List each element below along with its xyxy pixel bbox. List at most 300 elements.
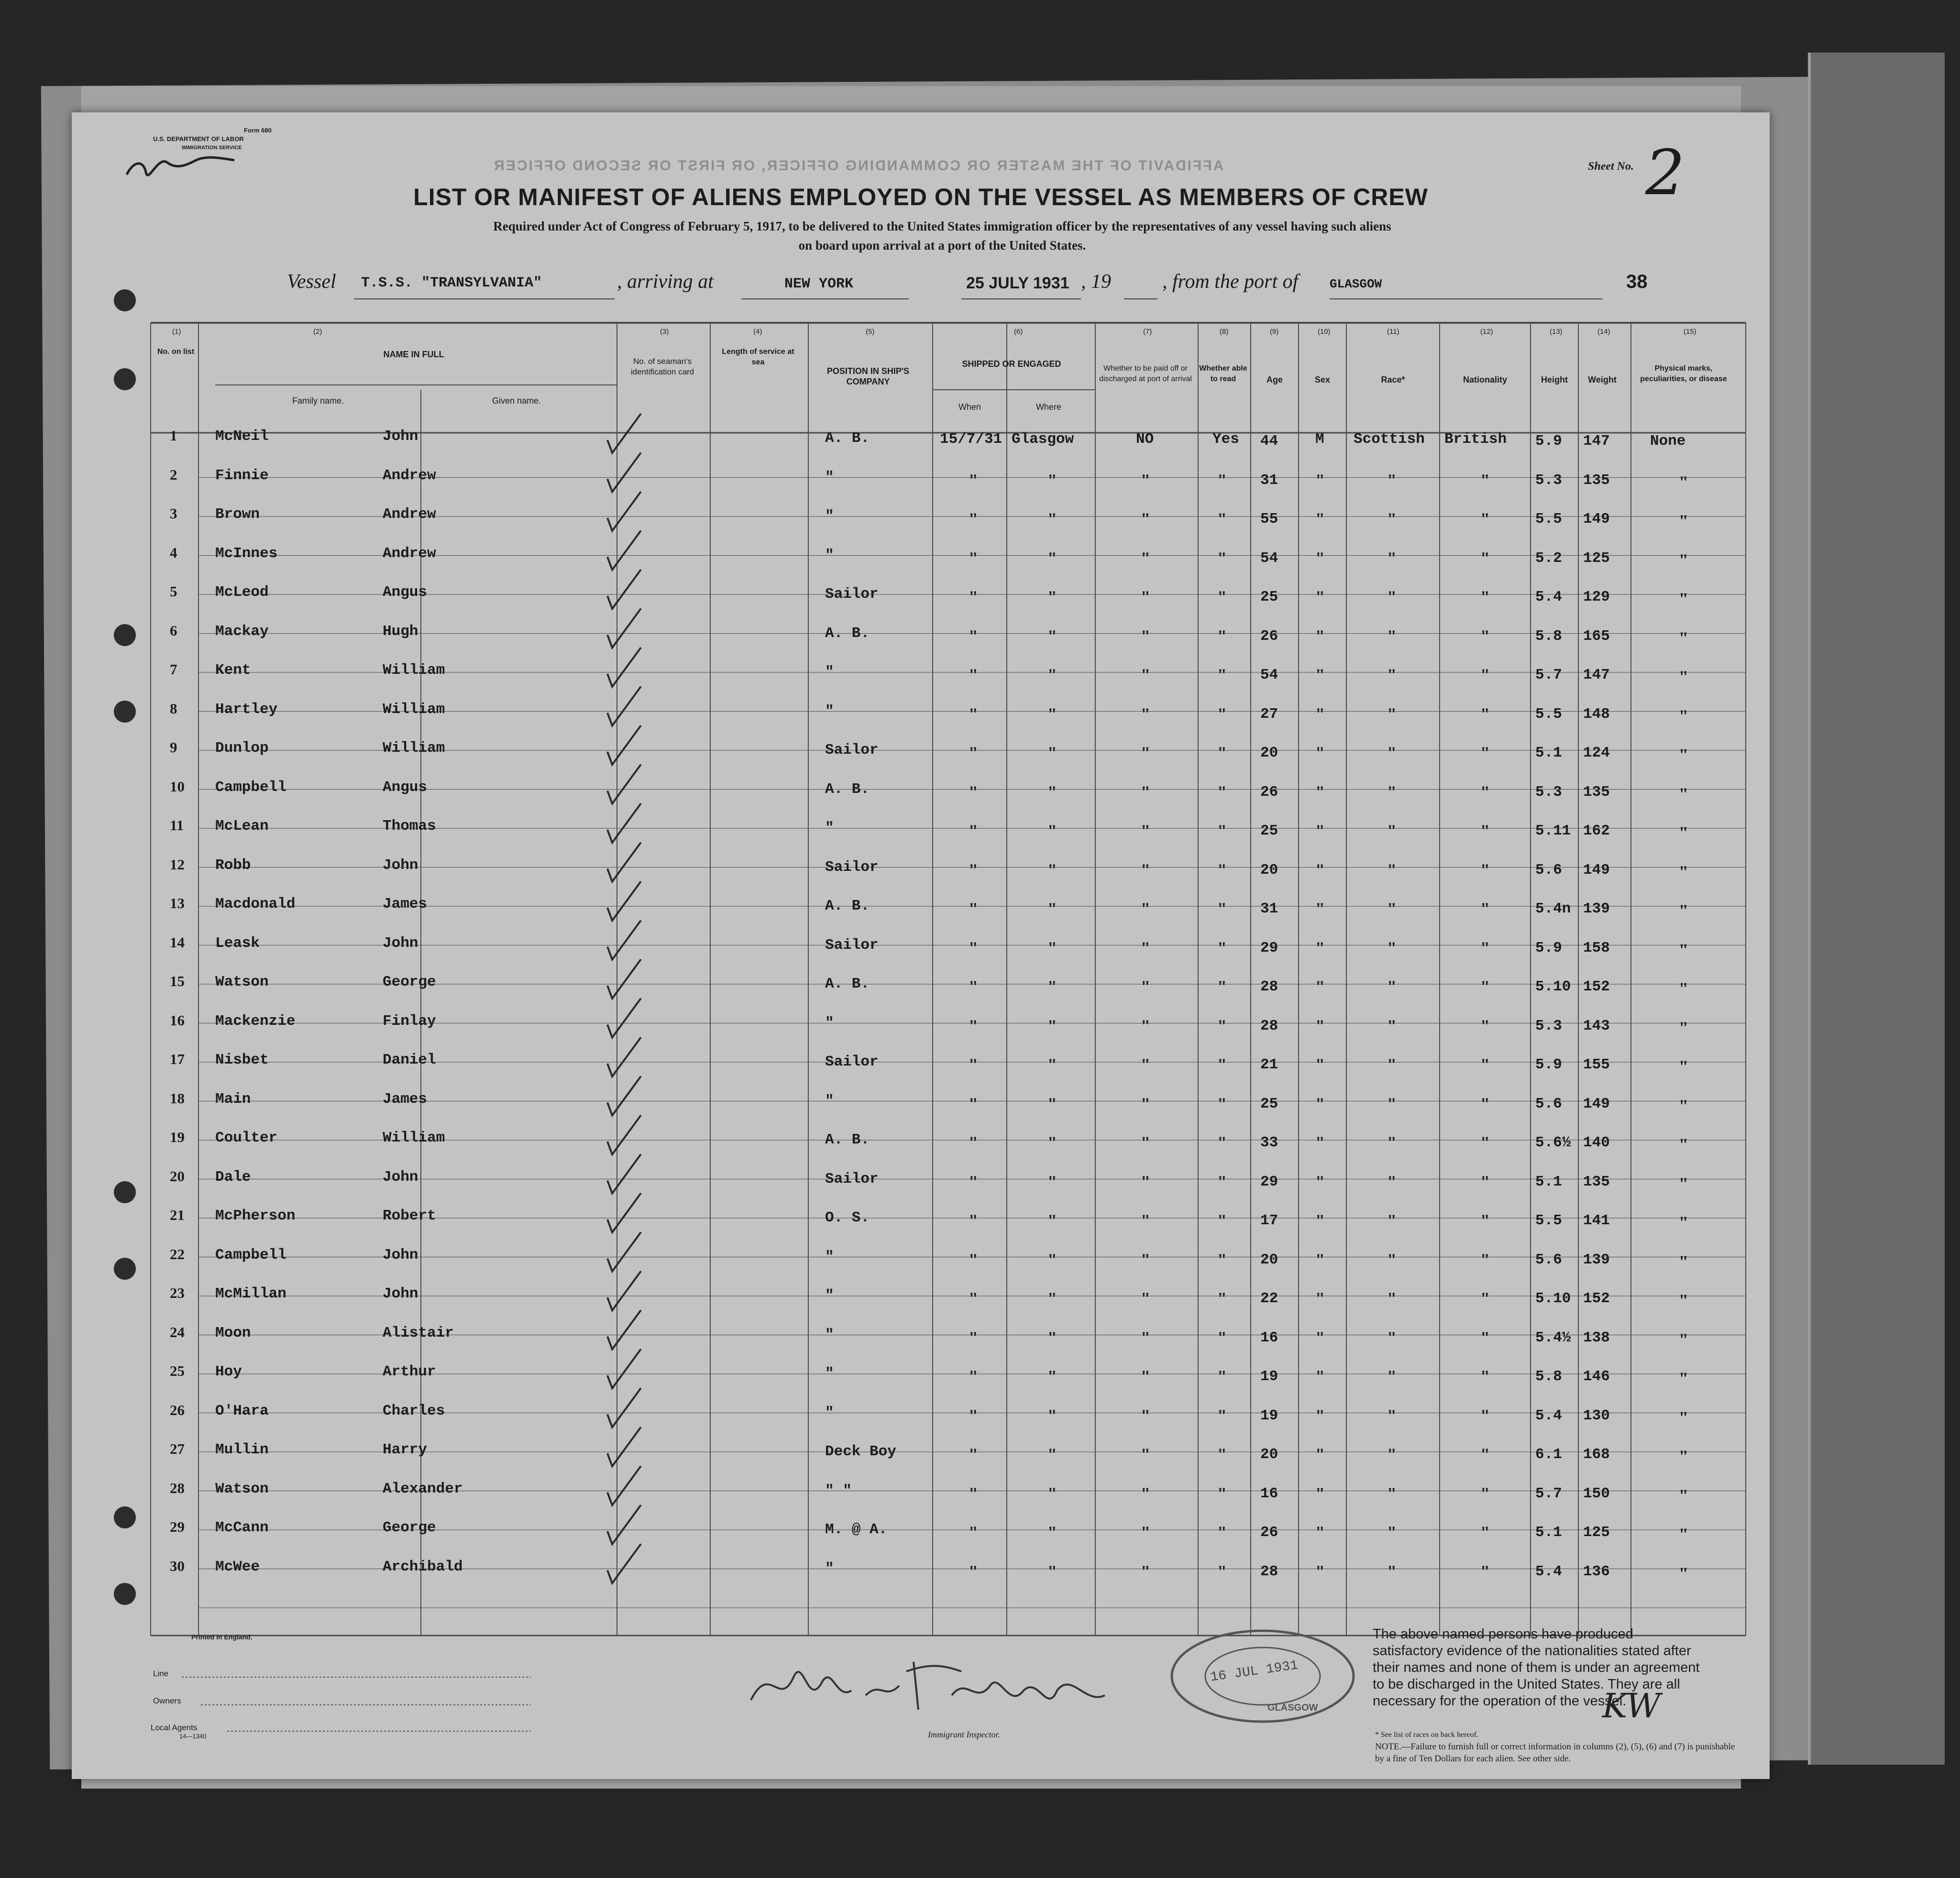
arrival-date: 25 JULY 1931 [966, 274, 1069, 292]
cell-paid-off: " [1141, 1172, 1150, 1191]
cell-height: 5.1 [1535, 1173, 1562, 1190]
cell-shipped-when: " [969, 1055, 978, 1074]
cell-row-number: 19 [170, 1129, 185, 1145]
cell-position: " [825, 1326, 834, 1343]
cell-physical-marks: " [1679, 784, 1688, 803]
cell-shipped-when: " [969, 1016, 978, 1035]
cell-family-name: Mackenzie [215, 1012, 296, 1030]
header-paid-off: Whether to be paid off or discharged at port of arrival [1099, 364, 1192, 383]
cell-race: " [1387, 743, 1397, 762]
cell-given-name: George [383, 1519, 436, 1536]
cell-paid-off: " [1141, 1055, 1150, 1074]
cell-row-number: 17 [170, 1051, 185, 1067]
header-weight: Weight [1588, 375, 1617, 384]
cell-race: " [1387, 548, 1397, 568]
cell-able-to-read: " [1217, 509, 1227, 528]
cell-age: 21 [1260, 1056, 1278, 1073]
cell-shipped-when: " [969, 1328, 978, 1347]
cell-height: 5.8 [1535, 1368, 1562, 1385]
printed-in-england: Printed in England. [191, 1633, 253, 1641]
cell-nationality: " [1480, 1016, 1490, 1035]
cell-nationality: " [1480, 1289, 1490, 1308]
cell-paid-off: " [1141, 626, 1150, 646]
cell-height: 5.9 [1535, 939, 1562, 956]
cell-row-number: 14 [170, 934, 185, 951]
cell-given-name: Alexander [383, 1480, 463, 1497]
cell-position: " [825, 1287, 834, 1304]
cell-shipped-where: " [1047, 548, 1057, 568]
cell-nationality: " [1480, 1406, 1490, 1425]
cell-race: " [1387, 587, 1397, 606]
cell-row-number: 20 [170, 1167, 185, 1185]
cell-height: 5.8 [1535, 627, 1562, 645]
cell-physical-marks: " [1679, 472, 1688, 492]
cell-physical-marks: " [1679, 706, 1688, 725]
cell-able-to-read: " [1217, 1445, 1227, 1464]
cell-given-name: George [383, 974, 436, 990]
cell-position: " [825, 820, 834, 836]
cell-race: " [1387, 470, 1397, 490]
cell-shipped-where: " [1047, 821, 1057, 840]
cell-race: " [1387, 1055, 1397, 1074]
vessel-name: T.S.S. "TRANSYLVANIA" [361, 275, 542, 291]
cell-age: 17 [1260, 1212, 1278, 1229]
cell-shipped-when: " [969, 548, 978, 568]
cell-height: 5.9 [1535, 433, 1562, 450]
cell-shipped-where: " [1047, 1561, 1057, 1581]
cell-sex: " [1315, 860, 1325, 879]
cell-race: " [1387, 1172, 1397, 1191]
cell-sex: " [1315, 1289, 1325, 1308]
cell-nationality: " [1480, 1211, 1490, 1230]
header-identification-card: No. of seaman's identification card [630, 357, 694, 376]
cell-shipped-where: " [1047, 1133, 1057, 1152]
cell-row-number: 5 [170, 583, 177, 600]
cell-physical-marks: " [1679, 1329, 1688, 1349]
cell-paid-off: " [1141, 821, 1150, 840]
cell-given-name: Thomas [383, 818, 436, 835]
cell-weight: 149 [1583, 1095, 1610, 1112]
cell-physical-marks: " [1679, 1525, 1688, 1544]
cell-age: 31 [1260, 901, 1278, 917]
cell-sex: " [1315, 1523, 1325, 1542]
cell-sex: " [1315, 1055, 1325, 1074]
cell-physical-marks: " [1679, 1447, 1688, 1466]
cell-physical-marks: " [1679, 1135, 1688, 1154]
cell-shipped-when: " [969, 860, 978, 879]
column-number: (1) [172, 328, 181, 336]
cell-shipped-where: " [1047, 1055, 1057, 1074]
cell-given-name: William [383, 740, 445, 757]
cell-height: 5.11 [1535, 823, 1571, 839]
cell-age: 29 [1260, 939, 1278, 956]
cell-position: O. S. [825, 1209, 870, 1226]
cell-family-name: Watson [215, 974, 269, 990]
cell-paid-off: " [1141, 1523, 1150, 1542]
cell-row-number: 28 [170, 1479, 185, 1496]
cell-nationality: " [1480, 1367, 1490, 1386]
cell-family-name: Campbell [215, 1246, 286, 1263]
cell-height: 5.10 [1535, 1290, 1571, 1307]
cell-shipped-when: " [969, 1523, 978, 1542]
cell-race: " [1387, 821, 1397, 840]
cell-nationality: " [1480, 1561, 1490, 1581]
cell-height: 5.6 [1535, 1251, 1562, 1268]
column-number: (9) [1270, 328, 1279, 336]
cell-age: 26 [1260, 1524, 1278, 1541]
form-print-code: 14—1340 [179, 1733, 207, 1740]
cell-weight: 124 [1583, 745, 1610, 761]
cell-paid-off: " [1141, 1367, 1150, 1386]
cell-age: 28 [1260, 1563, 1278, 1580]
cell-height: 5.4n [1535, 901, 1571, 917]
cell-race: " [1387, 1445, 1397, 1464]
cell-given-name: William [383, 1130, 445, 1146]
cell-family-name: McLeod [215, 584, 269, 601]
cell-nationality: " [1480, 1055, 1490, 1074]
cell-race: " [1387, 977, 1397, 996]
cell-shipped-where: " [1047, 782, 1057, 802]
header-where: Where [1035, 402, 1061, 412]
cell-nationality: " [1480, 665, 1490, 684]
cell-shipped-where: " [1047, 470, 1057, 490]
cell-shipped-where: " [1047, 899, 1057, 918]
cell-able-to-read: " [1217, 1406, 1227, 1425]
cell-shipped-when: 15/7/31 [940, 431, 1002, 448]
cell-able-to-read: " [1217, 1523, 1227, 1542]
cell-able-to-read: " [1217, 470, 1227, 490]
cell-nationality: " [1480, 1328, 1490, 1347]
cell-able-to-read: " [1217, 1016, 1227, 1035]
cell-position: " [825, 703, 834, 720]
cell-weight: 135 [1583, 1173, 1610, 1190]
cell-nationality: " [1480, 977, 1490, 996]
form-title: LIST OR MANIFEST OF ALIENS EMPLOYED ON THE VESSEL AS MEMBERS OF CREW [413, 184, 1428, 210]
local-agents-label: Local Agents [151, 1723, 198, 1732]
cell-able-to-read: " [1217, 1289, 1227, 1308]
cell-weight: 136 [1583, 1563, 1610, 1580]
cell-position: " [825, 508, 834, 525]
cell-able-to-read: " [1217, 548, 1227, 568]
cell-shipped-when: " [969, 1367, 978, 1386]
cell-race: " [1387, 938, 1397, 957]
cell-shipped-when: " [969, 704, 978, 724]
manifest-sheet [72, 112, 1770, 1779]
cell-given-name: Angus [383, 779, 428, 796]
cell-row-number: 29 [170, 1518, 185, 1535]
cell-family-name: McInnes [215, 545, 278, 562]
cell-sex: " [1315, 626, 1325, 646]
column-number: (7) [1143, 328, 1152, 336]
cell-nationality: " [1480, 899, 1490, 918]
cell-row-number: 7 [170, 661, 177, 678]
cell-nationality: " [1480, 821, 1490, 840]
cell-sex: " [1315, 899, 1325, 918]
cell-family-name: Moon [215, 1324, 251, 1341]
cell-age: 26 [1260, 627, 1278, 645]
cell-shipped-where: " [1047, 1445, 1057, 1464]
cell-shipped-when: " [969, 1561, 978, 1581]
cell-nationality: " [1480, 587, 1490, 606]
cell-sex: M [1315, 431, 1324, 448]
cell-nationality: British [1444, 431, 1507, 448]
cell-weight: 149 [1583, 511, 1610, 527]
cell-age: 25 [1260, 823, 1278, 839]
cell-sex: " [1315, 548, 1325, 568]
cell-weight: 152 [1583, 1290, 1610, 1307]
cell-shipped-when: " [969, 782, 978, 802]
cell-position: " [825, 1560, 834, 1577]
cell-able-to-read: " [1217, 821, 1227, 840]
arrival-port: NEW YORK [784, 276, 854, 292]
column-number: (13) [1550, 328, 1563, 336]
cell-sex: " [1315, 1211, 1325, 1230]
cell-given-name: Hugh [383, 623, 418, 640]
cell-position: A. B. [825, 1131, 870, 1148]
cell-family-name: Campbell [215, 779, 286, 796]
sheet-number: 2 [1645, 136, 1685, 209]
cell-row-number: 12 [170, 856, 185, 873]
cell-row-number: 9 [170, 739, 177, 756]
from-port-label: , from the port of [1162, 271, 1299, 293]
cell-able-to-read: " [1217, 626, 1227, 646]
owners-label: Owners [153, 1696, 181, 1705]
cell-row-number: 23 [170, 1285, 185, 1301]
cell-family-name: Dale [215, 1168, 251, 1186]
cell-position: M. @ A. [825, 1521, 888, 1538]
inspector-label: Immigrant Inspector. [928, 1730, 1000, 1739]
cell-race: " [1387, 1133, 1397, 1152]
cell-row-number: 10 [170, 778, 185, 795]
cell-row-number: 11 [170, 817, 184, 834]
cell-physical-marks: " [1679, 1407, 1688, 1427]
cell-family-name: Brown [215, 506, 260, 523]
cell-family-name: Main [215, 1090, 251, 1108]
cell-race: " [1387, 1561, 1397, 1581]
cell-family-name: Leask [215, 934, 260, 952]
header-no-on-list: No. on list [157, 348, 195, 356]
cell-shipped-when: " [969, 1483, 978, 1503]
cell-race: " [1387, 860, 1397, 879]
cell-shipped-where: " [1047, 1211, 1057, 1230]
cell-sex: " [1315, 977, 1325, 996]
cell-paid-off: " [1141, 977, 1150, 996]
cell-able-to-read: " [1217, 1172, 1227, 1191]
cell-physical-marks: " [1679, 1291, 1688, 1310]
cell-family-name: McMillan [215, 1285, 286, 1302]
cell-row-number: 25 [170, 1362, 185, 1379]
cell-shipped-when: " [969, 1172, 978, 1191]
cell-age: 20 [1260, 1251, 1278, 1268]
cell-given-name: John [383, 857, 418, 874]
cell-paid-off: " [1141, 1561, 1150, 1581]
cell-able-to-read: " [1217, 665, 1227, 684]
cell-age: 31 [1260, 472, 1278, 489]
cell-position: " [825, 1248, 834, 1265]
cell-age: 19 [1260, 1368, 1278, 1385]
cell-given-name: Andrew [383, 506, 436, 523]
header-family-name: Family name. [292, 396, 344, 406]
cell-paid-off: " [1141, 1483, 1150, 1503]
cell-shipped-when: " [969, 938, 978, 957]
cell-height: 5.1 [1535, 1524, 1562, 1541]
cell-physical-marks: " [1679, 1369, 1688, 1388]
cell-shipped-where: " [1047, 1367, 1057, 1386]
column-number: (10) [1318, 328, 1331, 336]
cell-sex: " [1315, 1172, 1325, 1191]
cell-weight: 138 [1583, 1329, 1610, 1346]
cell-row-number: 26 [170, 1401, 185, 1418]
cell-shipped-when: " [969, 1211, 978, 1230]
header-height: Height [1541, 375, 1568, 384]
cell-position: Deck Boy [825, 1443, 896, 1460]
back-sheet-edge [1808, 53, 1945, 1765]
cell-given-name: James [383, 1090, 428, 1108]
cell-position: Sailor [825, 936, 879, 954]
cell-row-number: 24 [170, 1323, 185, 1340]
cell-age: 16 [1260, 1329, 1278, 1346]
cell-sex: " [1315, 704, 1325, 724]
cell-able-to-read: " [1217, 1483, 1227, 1503]
cell-paid-off: " [1141, 938, 1150, 957]
cell-paid-off: " [1141, 1211, 1150, 1230]
cell-race: " [1387, 1289, 1397, 1308]
cell-paid-off: " [1141, 743, 1150, 762]
cell-height: 5.6 [1535, 1095, 1562, 1112]
cell-position: " [825, 664, 834, 681]
cell-race: " [1387, 1016, 1397, 1035]
cell-age: 19 [1260, 1407, 1278, 1424]
cell-given-name: Archibald [383, 1558, 463, 1575]
header-age: Age [1266, 375, 1283, 384]
cell-row-number: 27 [170, 1440, 185, 1457]
cell-age: 28 [1260, 1017, 1278, 1034]
cell-race: " [1387, 665, 1397, 684]
cell-height: 5.7 [1535, 1485, 1562, 1502]
cell-sex: " [1315, 509, 1325, 528]
cell-able-to-read: " [1217, 938, 1227, 957]
cell-nationality: " [1480, 1094, 1490, 1113]
cell-nationality: " [1480, 1483, 1490, 1503]
cell-weight: 149 [1583, 861, 1610, 879]
cell-age: 54 [1260, 667, 1278, 683]
cell-height: 5.4 [1535, 589, 1562, 605]
cell-shipped-where: " [1047, 860, 1057, 879]
cell-nationality: " [1480, 470, 1490, 490]
cell-able-to-read: " [1217, 977, 1227, 996]
cell-shipped-where: " [1047, 587, 1057, 606]
cell-position: A. B. [825, 625, 870, 642]
cell-weight: 148 [1583, 705, 1610, 723]
cell-sex: " [1315, 821, 1325, 840]
cell-age: 28 [1260, 978, 1278, 995]
cell-nationality: " [1480, 938, 1490, 957]
cell-sex: " [1315, 1483, 1325, 1503]
cell-position: A. B. [825, 898, 870, 914]
cell-age: 25 [1260, 1095, 1278, 1112]
cell-physical-marks: " [1679, 1057, 1688, 1076]
cell-position: Sailor [825, 586, 879, 603]
cell-physical-marks: " [1679, 940, 1688, 959]
cell-able-to-read: " [1217, 860, 1227, 879]
cell-row-number: 16 [170, 1011, 185, 1029]
cell-shipped-when: " [969, 1133, 978, 1152]
cell-paid-off: " [1141, 860, 1150, 879]
column-number: (3) [660, 328, 669, 336]
cell-race: " [1387, 1250, 1397, 1269]
vessel-label: Vessel [287, 271, 336, 293]
cell-given-name: Robert [383, 1208, 436, 1224]
column-number: (5) [866, 328, 875, 336]
footer-lines [72, 112, 1770, 1779]
cell-given-name: Angus [383, 584, 428, 601]
cell-weight: 147 [1583, 433, 1610, 450]
cell-age: 16 [1260, 1485, 1278, 1502]
cell-height: 5.9 [1535, 1056, 1562, 1073]
cell-height: 5.5 [1535, 705, 1562, 723]
cell-given-name: William [383, 662, 445, 679]
cell-position: Sailor [825, 1054, 879, 1070]
cell-paid-off: " [1141, 1250, 1150, 1269]
cell-given-name: John [383, 1168, 418, 1186]
cell-weight: 150 [1583, 1485, 1610, 1502]
cell-able-to-read: " [1217, 1250, 1227, 1269]
cell-race: " [1387, 509, 1397, 528]
cell-paid-off: " [1141, 1016, 1150, 1035]
cell-paid-off: " [1141, 587, 1150, 606]
cell-nationality: " [1480, 1445, 1490, 1464]
cell-race: " [1387, 1094, 1397, 1113]
cell-nationality: " [1480, 548, 1490, 568]
cell-weight: 155 [1583, 1056, 1610, 1073]
penalty-note: NOTE.—Failure to furnish full or correct information in columns (2), (5), (6) and (7) is punishable by a fine of Ten Dollars for each alien. See other side. [1375, 1742, 1735, 1764]
cell-nationality: " [1480, 743, 1490, 762]
cell-weight: 129 [1583, 589, 1610, 605]
cell-able-to-read: " [1217, 1561, 1227, 1581]
cell-able-to-read: Yes [1212, 431, 1239, 448]
cell-shipped-when: " [969, 1289, 978, 1308]
cell-physical-marks: " [1679, 550, 1688, 570]
cell-shipped-where: " [1047, 1016, 1057, 1035]
cell-family-name: McNeil [215, 428, 269, 445]
cell-nationality: " [1480, 1172, 1490, 1191]
cell-position: Sailor [825, 1170, 879, 1187]
cell-weight: 125 [1583, 1524, 1610, 1541]
form-number: Form 680 [244, 127, 272, 134]
cell-physical-marks: " [1679, 667, 1688, 686]
cell-shipped-where: " [1047, 1094, 1057, 1113]
inspector-initials: KW [1602, 1686, 1661, 1725]
cell-shipped-when: " [969, 509, 978, 528]
cell-row-number: 15 [170, 973, 185, 989]
cell-shipped-where: " [1047, 626, 1057, 646]
cell-weight: 140 [1583, 1134, 1610, 1151]
cell-position: " [825, 547, 834, 564]
cell-nationality: " [1480, 626, 1490, 646]
cell-family-name: McCann [215, 1519, 269, 1536]
cell-height: 5.1 [1535, 745, 1562, 761]
statute-line-1: Required under Act of Congress of February 5, 1917, to be delivered to the United States immigration officer by the representatives of any vessel having such aliens [493, 219, 1391, 233]
cell-physical-marks: " [1679, 589, 1688, 608]
header-sex: Sex [1314, 375, 1331, 384]
cell-height: 5.6 [1535, 861, 1562, 879]
cell-age: 29 [1260, 1173, 1278, 1190]
cell-paid-off: " [1141, 1094, 1150, 1113]
cell-height: 5.5 [1535, 511, 1562, 527]
cell-family-name: Kent [215, 662, 251, 679]
cell-physical-marks: " [1679, 1174, 1688, 1193]
cell-given-name: John [383, 934, 418, 952]
